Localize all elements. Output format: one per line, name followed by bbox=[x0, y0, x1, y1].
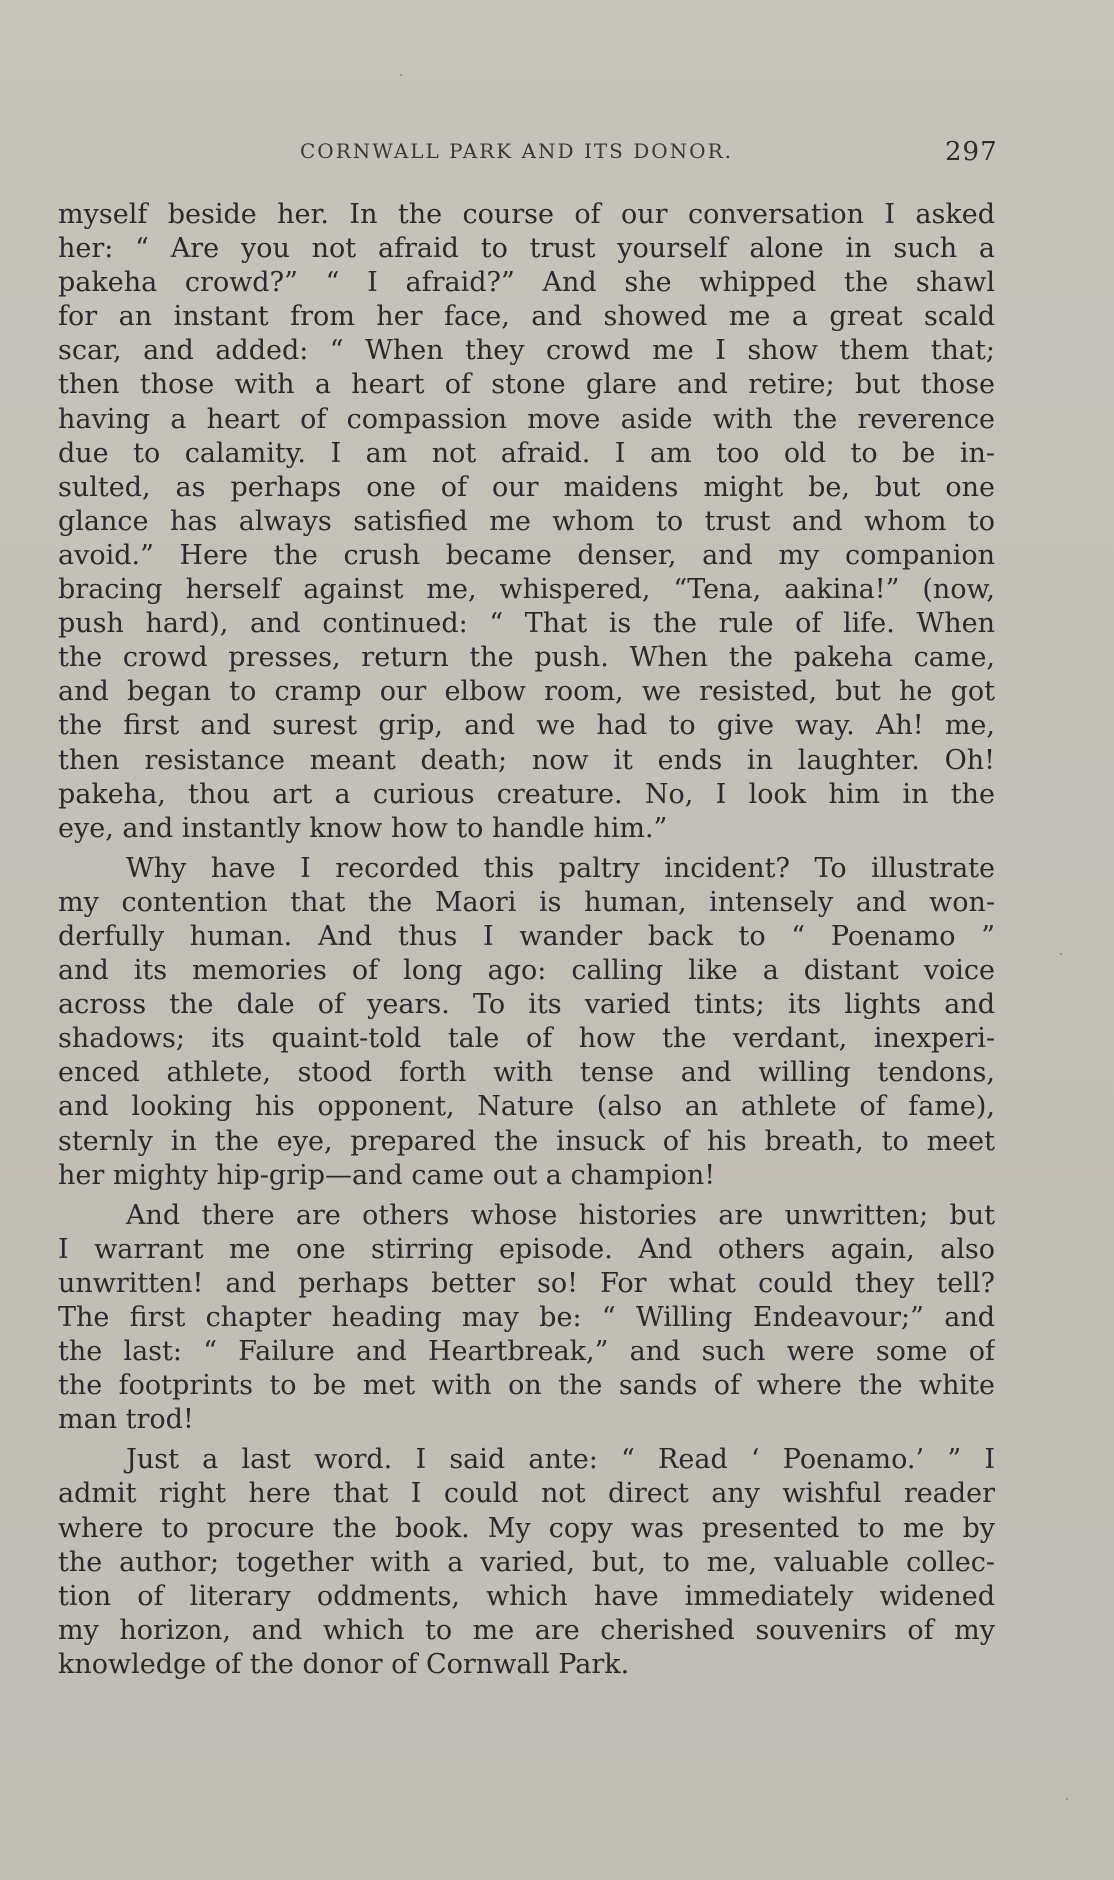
text-line: And there are others whose histories are unwritten; but bbox=[126, 1199, 995, 1231]
paper-speck bbox=[1066, 1798, 1068, 1800]
text-line: pakeha, thou art a curious creature. No, I look him in the bbox=[58, 778, 995, 810]
text-line: across the dale of years. To its varied tints; its lights and bbox=[58, 989, 995, 1021]
paragraph bbox=[58, 198, 995, 846]
text-line: enced athlete, stood forth with tense and willing tendons, bbox=[58, 1057, 995, 1089]
text-line: admit right here that I could not direct any wishful reader bbox=[58, 1478, 995, 1510]
running-head: CORNWALL PARK AND ITS DONOR. bbox=[300, 139, 733, 163]
text-line: the first and surest grip, and we had to give way. Ah! me, bbox=[58, 710, 995, 742]
text-line: man trod! bbox=[58, 1404, 194, 1436]
text-line: having a heart of compassion move aside with the reverence bbox=[58, 403, 995, 435]
text-line: Why have I recorded this paltry incident? To illustrate bbox=[126, 852, 995, 884]
text-line: my contention that the Maori is human, intensely and won- bbox=[58, 886, 995, 918]
paragraph bbox=[58, 1443, 995, 1682]
text-line: where to procure the book. My copy was presented to me by bbox=[58, 1512, 995, 1544]
text-line: knowledge of the donor of Cornwall Park. bbox=[58, 1648, 630, 1680]
text-line: the crowd presses, return the push. When the pakeha came, bbox=[58, 642, 995, 674]
text-line: sternly in the eye, prepared the insuck of his breath, to meet bbox=[58, 1125, 995, 1157]
text-line: pakeha crowd?” “ I afraid?” And she whipped the shawl bbox=[58, 267, 995, 299]
text-line: bracing herself against me, whispered, “Tena, aakina!” (now, bbox=[58, 574, 995, 606]
paragraph bbox=[58, 1199, 995, 1438]
text-line: and its memories of long ago: calling like a distant voice bbox=[58, 955, 995, 987]
page-number: 297 bbox=[945, 137, 998, 167]
text-line: the footprints to be met with on the sands of where the white bbox=[58, 1370, 995, 1402]
text-line: my horizon, and which to me are cherished souvenirs of my bbox=[58, 1614, 995, 1646]
text-line: the author; together with a varied, but, to me, valuable collec- bbox=[58, 1546, 995, 1578]
text-line: the last: “ Failure and Heartbreak,” and such were some of bbox=[58, 1336, 995, 1368]
text-line: avoid.” Here the crush became denser, and my companion bbox=[58, 539, 995, 571]
paragraph bbox=[58, 852, 995, 1193]
text-line: her mighty hip-grip—and came out a champion! bbox=[58, 1159, 716, 1191]
text-line: scar, and added: “ When they crowd me I show them that; bbox=[58, 335, 995, 367]
text-line: tion of literary oddments, which have immediately widened bbox=[58, 1580, 995, 1612]
text-line: derfully human. And thus I wander back to “ Poenamo ” bbox=[58, 920, 995, 952]
text-line: and began to cramp our elbow room, we resisted, but he got bbox=[58, 676, 995, 708]
text-line: her: “ Are you not afraid to trust yourself alone in such a bbox=[58, 233, 995, 265]
paper-speck bbox=[1060, 953, 1062, 955]
text-line: then resistance meant death; now it ends in laughter. Oh! bbox=[58, 744, 995, 776]
text-line: and looking his opponent, Nature (also an athlete of fame), bbox=[58, 1091, 995, 1123]
text-line: unwritten! and perhaps better so! For what could they tell? bbox=[58, 1267, 995, 1299]
text-line: myself beside her. In the course of our conversation I asked bbox=[58, 199, 995, 230]
text-line: glance has always satisfied me whom to trust and whom to bbox=[58, 505, 995, 537]
text-line: Just a last word. I said ante: “ Read ‘ Poenamo.’ ” I bbox=[126, 1444, 995, 1476]
body-text bbox=[58, 198, 995, 1682]
text-line: sulted, as perhaps one of our maidens might be, but one bbox=[58, 471, 995, 503]
text-line: I warrant me one stirring episode. And others again, also bbox=[58, 1233, 995, 1265]
text-line: eye, and instantly know how to handle him.” bbox=[58, 812, 668, 844]
text-line: The first chapter heading may be: “ Willing Endeavour;” and bbox=[58, 1302, 995, 1333]
text-line: due to calamity. I am not afraid. I am too old to be in- bbox=[58, 437, 995, 469]
text-line: for an instant from her face, and showed me a great scald bbox=[58, 301, 995, 333]
text-line: shadows; its quaint-told tale of how the verdant, inexperi- bbox=[58, 1023, 995, 1055]
text-line: then those with a heart of stone glare and retire; but those bbox=[58, 369, 995, 401]
paper-speck bbox=[400, 74, 402, 76]
text-line: push hard), and continued: “ That is the rule of life. When bbox=[58, 608, 995, 640]
